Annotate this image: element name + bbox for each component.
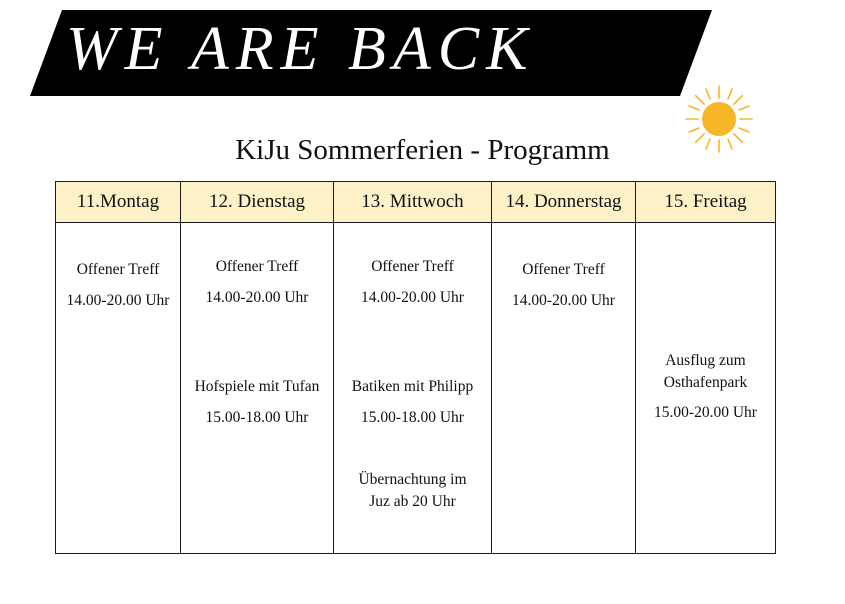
- day-header-montag: 11.Montag: [56, 182, 181, 223]
- event-name: Offener Treff: [76, 261, 160, 278]
- day-cell-montag: [56, 223, 181, 554]
- schedule-table: [55, 181, 776, 554]
- event: [56, 259, 180, 312]
- event-name: Offener Treff: [522, 261, 605, 278]
- event-name: Ausflug zum: [665, 352, 746, 369]
- day-header-freitag: 15. Freitag: [636, 182, 776, 223]
- event-time: Juz ab 20 Uhr: [369, 493, 456, 510]
- event-time: 14.00-20.00 Uhr: [361, 289, 464, 306]
- event: [334, 469, 491, 513]
- event: [181, 376, 333, 429]
- page-title: KiJu Sommerferien - Programm: [235, 134, 610, 166]
- event-name: Offener Treff: [371, 258, 454, 275]
- event-time: 15.00-20.00 Uhr: [654, 404, 757, 421]
- event-name: Übernachtung im: [358, 471, 467, 488]
- event-time: 14.00-20.00 Uhr: [512, 292, 615, 309]
- event: [334, 376, 491, 429]
- event-name: Offener Treff: [215, 258, 299, 275]
- header-row: [56, 182, 776, 223]
- event: [334, 256, 491, 309]
- day-cell-dienstag: [181, 223, 334, 554]
- day-header-dienstag: 12. Dienstag: [181, 182, 334, 223]
- day-cell-donnerstag: [492, 223, 636, 554]
- event-name-line2: Osthafenpark: [663, 374, 748, 391]
- event-time: 14.00-20.00 Uhr: [205, 289, 309, 306]
- event-time: 15.00-18.00 Uhr: [205, 409, 309, 426]
- event-time: 14.00-20.00 Uhr: [66, 292, 170, 309]
- banner-text: WE ARE BACK: [66, 15, 535, 83]
- day-header-mittwoch: 13. Mittwoch: [334, 182, 492, 223]
- event: [636, 350, 775, 424]
- day-cell-freitag: [636, 223, 776, 554]
- events-row: [56, 223, 776, 554]
- event-time: 15.00-18.00 Uhr: [361, 409, 464, 426]
- event: [492, 259, 635, 312]
- day-header-donnerstag: 14. Donnerstag: [492, 182, 636, 223]
- event: [181, 256, 333, 309]
- event-name: Hofspiele mit Tufan: [194, 378, 320, 395]
- day-cell-mittwoch: [334, 223, 492, 554]
- event-name: Batiken mit Philipp: [351, 378, 474, 395]
